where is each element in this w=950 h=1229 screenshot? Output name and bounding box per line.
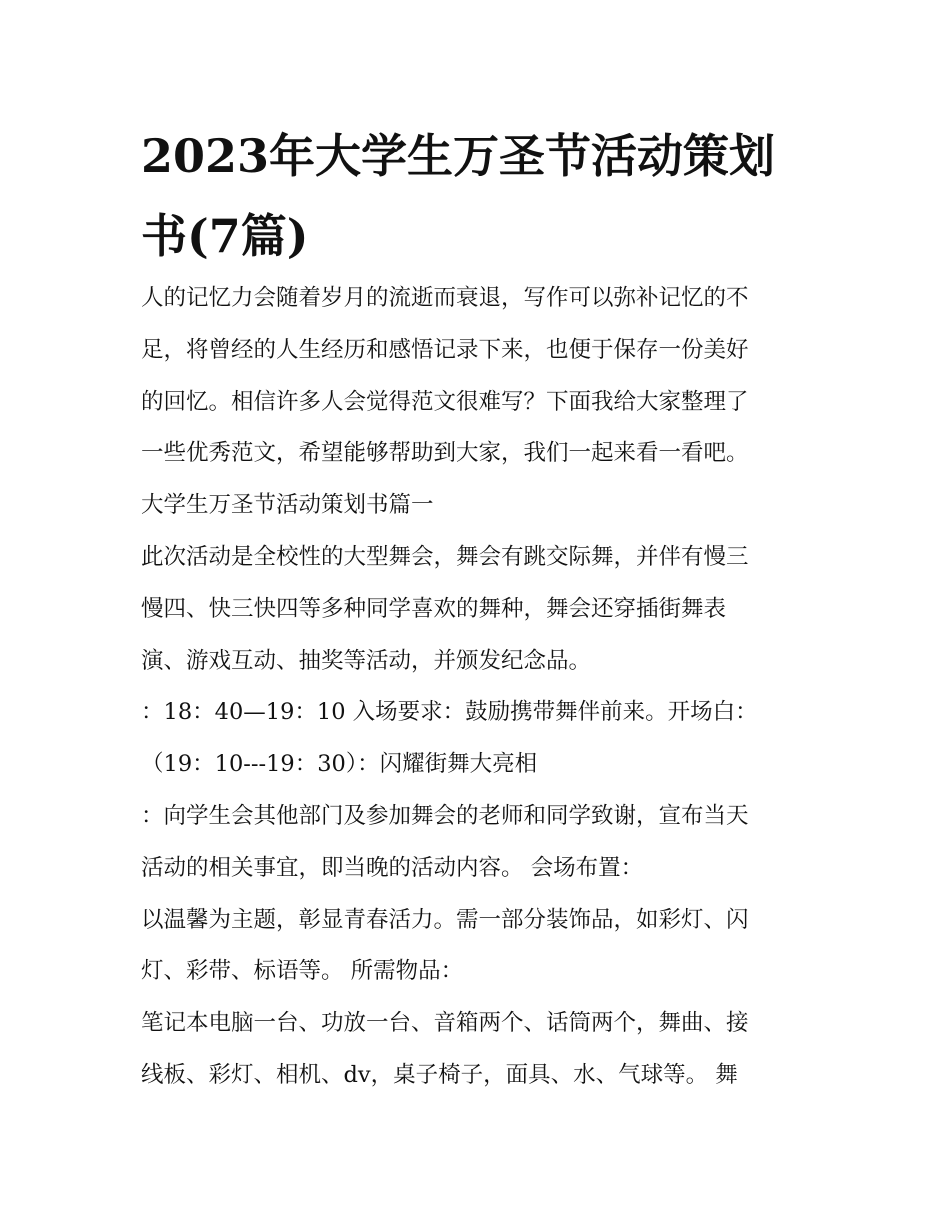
- title-line: 书(7篇): [141, 209, 309, 263]
- document-body: [141, 273, 816, 1102]
- paragraph-line: 足，将曾经的人生经历和感悟记录下来，也便于保存一份美好: [141, 336, 749, 363]
- paragraph-line: 线板、彩灯、相机、dv，桌子椅子，面具、水、气球等。 舞: [141, 1061, 738, 1088]
- paragraph-line: ：18：40—19：10 入场要求：鼓励携带舞伴前来。开场白：: [141, 699, 758, 726]
- paragraph-line: 一些优秀范文，希望能够帮助到大家，我们一起来看一看吧。: [141, 440, 749, 467]
- paragraph-line: 此次活动是全校性的大型舞会，舞会有跳交际舞，并伴有慢三: [141, 543, 749, 570]
- paragraph-line: 人的记忆力会随着岁月的流逝而衰退，写作可以弥补记忆的不: [141, 285, 749, 311]
- paragraph-line: ：向学生会其他部门及参加舞会的老师和同学致谢，宣布当天: [141, 802, 749, 829]
- paragraph-line: 以温馨为主题，彰显青春活力。需一部分装饰品，如彩灯、闪: [141, 906, 749, 933]
- paragraph-line: 演、游戏互动、抽奖等活动，并颁发纪念品。: [141, 647, 592, 674]
- section-heading: 大学生万圣节活动策划书篇一: [141, 492, 434, 519]
- paragraph-line: 笔记本电脑一台、功放一台、音箱两个、话筒两个，舞曲、接: [141, 1010, 749, 1037]
- paragraph-line: （19：10---19：30）：闪耀街舞大亮相: [141, 751, 538, 778]
- document-title: [141, 116, 816, 276]
- title-line: 2023年大学生万圣节活动策划: [141, 129, 776, 183]
- paragraph-line: 的回忆。相信许多人会觉得范文很难写？下面我给大家整理了: [141, 388, 749, 415]
- paragraph-line: 活动的相关事宜，即当晚的活动内容。 会场布置：: [141, 854, 644, 881]
- paragraph-line: 慢四、快三快四等多种同学喜欢的舞种，舞会还穿插街舞表: [141, 595, 727, 622]
- paragraph-line: 灯、彩带、标语等。 所需物品：: [141, 958, 464, 985]
